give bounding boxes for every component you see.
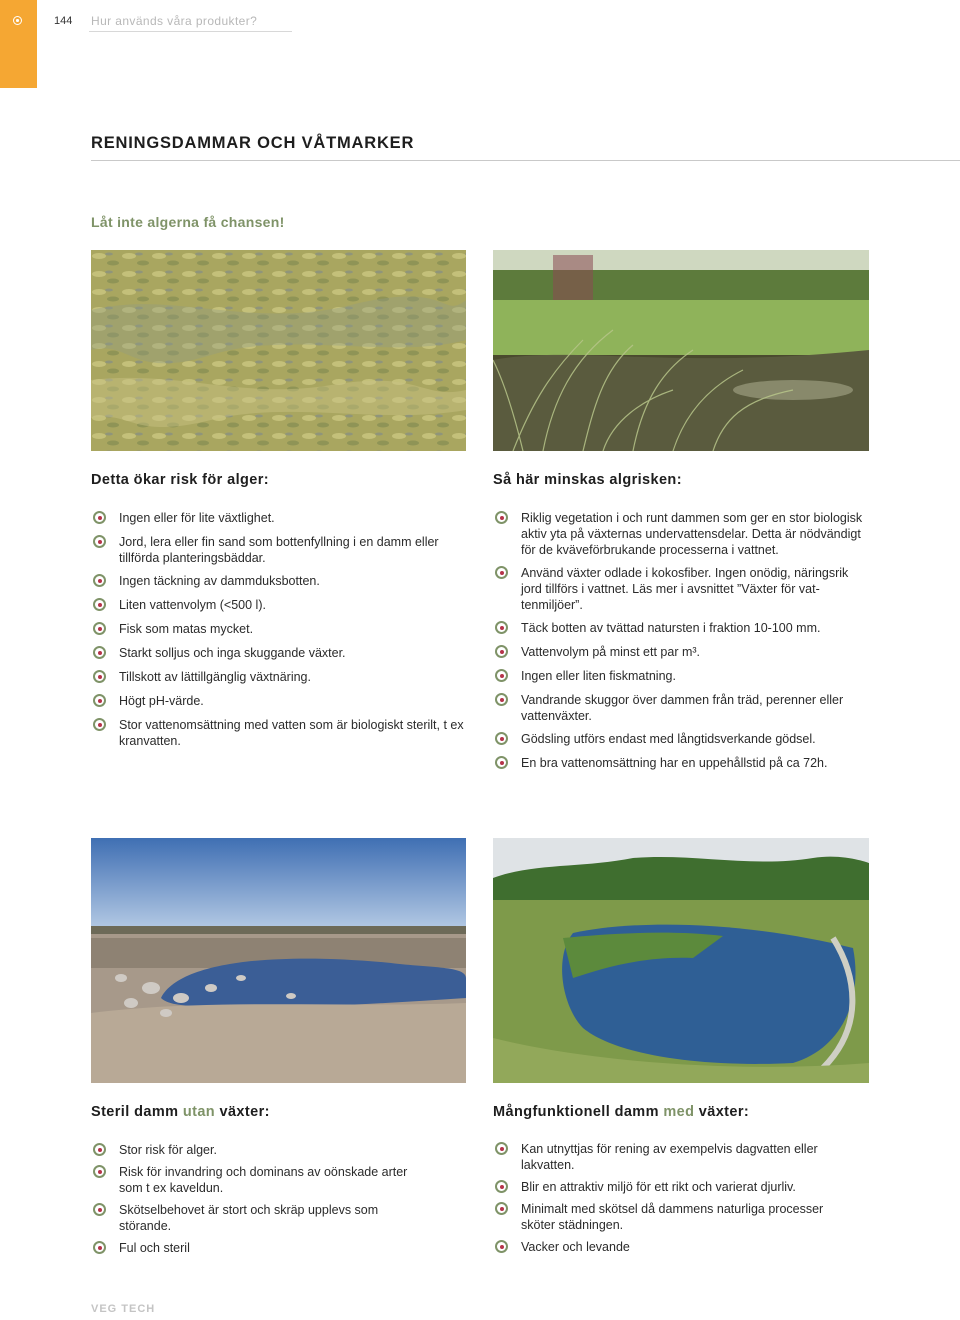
page-title: RENINGSDAMMAR OCH VÅTMARKER bbox=[91, 134, 415, 152]
bullet-icon bbox=[495, 511, 508, 524]
risk-section bbox=[91, 472, 466, 748]
sterile-list bbox=[91, 1142, 421, 1256]
bullet-icon bbox=[93, 535, 106, 548]
risk-heading: Detta ökar risk för alger: bbox=[91, 472, 270, 488]
reduce-section bbox=[493, 472, 869, 770]
bullet-icon bbox=[495, 732, 508, 745]
list-item: Vandrande skuggor över dammen från träd, perenner eller vattenväxter. bbox=[493, 692, 869, 724]
list-item: En bra vattenomsättning har en uppehållstid på ca 72h. bbox=[493, 755, 869, 771]
page-subtitle: Låt inte algerna få chansen! bbox=[91, 214, 285, 230]
bullet-icon bbox=[495, 645, 508, 658]
bullet-icon bbox=[495, 1202, 508, 1215]
bullet-icon bbox=[93, 646, 106, 659]
list-item: Fisk som matas mycket. bbox=[91, 621, 466, 637]
list-item: Ful och steril bbox=[91, 1240, 421, 1256]
list-item: Ingen täckning av dammduksbotten. bbox=[91, 573, 466, 589]
sterile-section bbox=[91, 1104, 466, 1255]
list-item: Liten vattenvolym (<500 l). bbox=[91, 597, 466, 613]
list-item: Ingen eller liten fiskmatning. bbox=[493, 668, 869, 684]
sterile-pond-photo bbox=[91, 838, 466, 1083]
list-item: Vacker och levande bbox=[493, 1239, 833, 1255]
list-item: Minimalt med skötsel då dammens naturliga processer sköter städningen. bbox=[493, 1201, 833, 1233]
list-item: Skötselbehovet är stort och skräp upplevs som störande. bbox=[91, 1202, 421, 1234]
list-item: Täck botten av tvättad natursten i fraktion 10-100 mm. bbox=[493, 620, 869, 636]
bullet-icon bbox=[93, 1165, 106, 1178]
list-item: Riklig vegetation i och runt dammen som ger en stor biologisk aktiv yta på växternas undervattensdelar. Detta är nödvändigt för de kväveförbrukande processerna i vattnet. bbox=[493, 510, 869, 558]
list-item: Stor vattenomsättning med vatten som är biologiskt sterilt, t ex kranvatten. bbox=[91, 717, 466, 749]
bullet-icon bbox=[93, 511, 106, 524]
algae-pond-photo bbox=[91, 250, 466, 451]
list-item: Stor risk för alger. bbox=[91, 1142, 421, 1158]
multifunctional-heading: Mångfunktionell damm med växter: bbox=[493, 1104, 750, 1120]
bullet-icon bbox=[93, 574, 106, 587]
bullet-icon bbox=[93, 694, 106, 707]
multifunctional-list bbox=[493, 1141, 833, 1255]
bullet-icon bbox=[495, 1180, 508, 1193]
heading-accent: med bbox=[663, 1104, 695, 1120]
bullet-icon bbox=[495, 1142, 508, 1155]
tab-bullet-icon bbox=[13, 16, 22, 25]
list-item: Högt pH-värde. bbox=[91, 693, 466, 709]
sterile-heading: Steril damm utan växter: bbox=[91, 1104, 270, 1120]
bullet-icon bbox=[495, 693, 508, 706]
multifunctional-section bbox=[493, 1104, 869, 1254]
list-item: Ingen eller för lite växtlighet. bbox=[91, 510, 466, 526]
list-item: Använd växter odlade i kokosfiber. Ingen onödig, näringsrik jord tillförs i vattnet. Läs mer i avsnittet ”Växter för vattenmiljöer”. bbox=[493, 565, 869, 613]
footer-brand: VEG TECH bbox=[91, 1303, 156, 1315]
vegetated-pond-photo bbox=[493, 250, 869, 451]
bullet-icon bbox=[495, 1240, 508, 1253]
bullet-icon bbox=[93, 598, 106, 611]
list-item: Blir en attraktiv miljö för ett rikt och varierat djurliv. bbox=[493, 1179, 833, 1195]
bullet-icon bbox=[93, 670, 106, 683]
multifunctional-pond-photo bbox=[493, 838, 869, 1083]
list-item: Kan utnyttjas för rening av exempelvis dagvatten eller lakvatten. bbox=[493, 1141, 833, 1173]
bullet-icon bbox=[93, 1143, 106, 1156]
bullet-icon bbox=[93, 622, 106, 635]
list-item: Risk för invandring och dominans av oönskade arter som t ex kaveldun. bbox=[91, 1164, 421, 1196]
bullet-icon bbox=[495, 756, 508, 769]
reduce-list bbox=[493, 510, 869, 771]
heading-accent: utan bbox=[182, 1104, 216, 1120]
list-item: Starkt solljus och inga skuggande växter. bbox=[91, 645, 466, 661]
reduce-heading: Så här minskas algrisken: bbox=[493, 472, 682, 488]
title-divider bbox=[91, 160, 960, 161]
running-title-divider bbox=[89, 31, 292, 32]
bullet-icon bbox=[495, 669, 508, 682]
bullet-icon bbox=[495, 566, 508, 579]
bullet-icon bbox=[495, 621, 508, 634]
bullet-icon bbox=[93, 718, 106, 731]
list-item: Vattenvolym på minst ett par m³. bbox=[493, 644, 869, 660]
running-title: Hur används våra produkter? bbox=[91, 14, 258, 28]
page-number: 144 bbox=[54, 15, 73, 27]
bullet-icon bbox=[93, 1241, 106, 1254]
page-tab bbox=[0, 0, 37, 88]
risk-list bbox=[91, 510, 466, 749]
list-item: Gödsling utförs endast med långtidsverkande gödsel. bbox=[493, 731, 869, 747]
bullet-icon bbox=[93, 1203, 106, 1216]
list-item: Jord, lera eller fin sand som bottenfyllning i en damm eller tillförda planteringsbäddar. bbox=[91, 534, 466, 566]
list-item: Tillskott av lättillgänglig växtnäring. bbox=[91, 669, 466, 685]
